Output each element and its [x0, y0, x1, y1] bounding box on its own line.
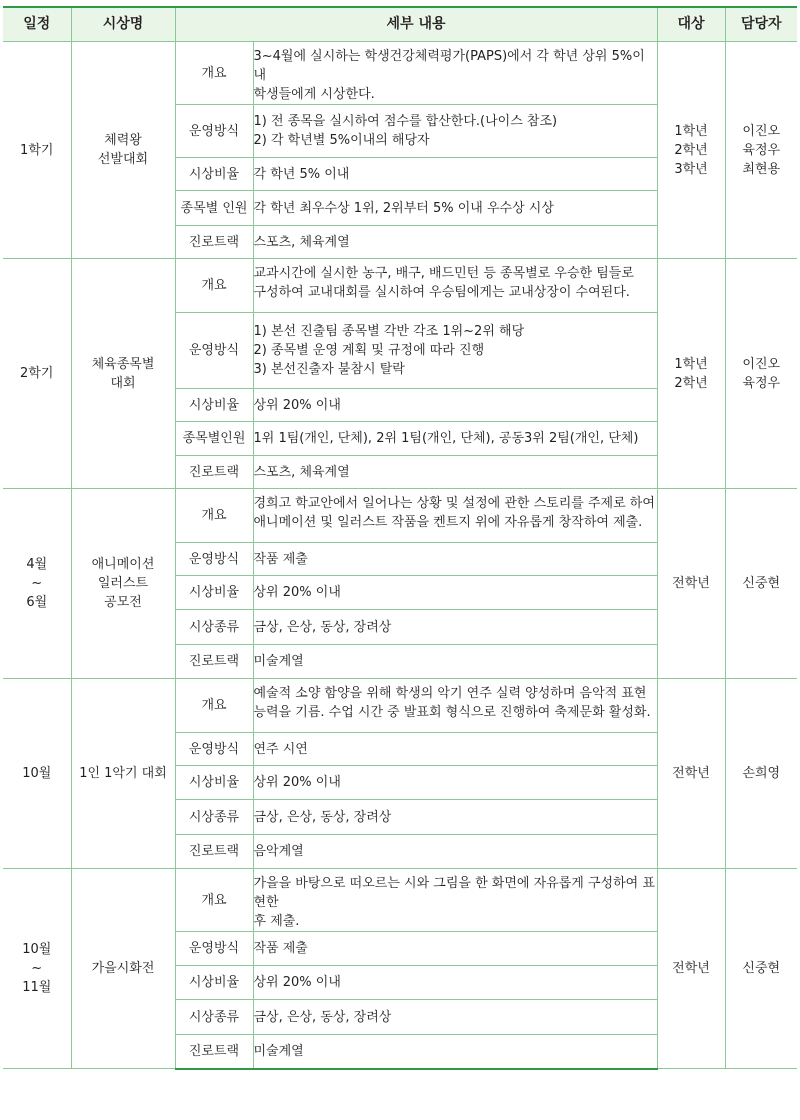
detail-value [253, 766, 657, 800]
detail-label: 종목별 인원 [175, 191, 253, 226]
detail-text-line: 가을을 바탕으로 떠오르는 시와 그림을 한 화면에 자유롭게 구성하여 표현한 [253, 876, 655, 910]
detail-value [253, 645, 657, 679]
detail-text-line: 음악계열 [253, 844, 304, 859]
target-text: 1학년 [674, 356, 708, 372]
detail-label: 운영방식 [175, 105, 253, 158]
detail-text-line: 작품 제출 [253, 941, 308, 956]
detail-value [253, 191, 657, 226]
detail-label: 진로트랙 [175, 226, 253, 259]
manager-cell [725, 489, 797, 679]
detail-value [253, 259, 657, 313]
detail-text-line: 각 학년 5% 이내 [253, 166, 350, 182]
schedule-cell [3, 489, 71, 679]
schedule-text: 10월 [22, 766, 52, 781]
manager-cell [725, 869, 797, 1069]
table-row [3, 259, 797, 313]
award-name-text: 체력왕 [104, 133, 142, 148]
manager-text: 이진오 [742, 123, 781, 139]
detail-label: 시상종류 [175, 1000, 253, 1035]
schedule-cell [3, 42, 71, 259]
detail-value [253, 42, 657, 105]
detail-value [253, 489, 657, 543]
detail-value [253, 835, 657, 869]
header-schedule: 일정 [3, 7, 71, 42]
detail-label: 시상비율 [175, 158, 253, 191]
target-text: 2학년 [674, 142, 708, 158]
detail-text-line: 스포츠, 체육계열 [253, 464, 350, 480]
target-cell [657, 42, 725, 259]
detail-label: 운영방식 [175, 932, 253, 966]
detail-value [253, 226, 657, 259]
schedule-cell [3, 259, 71, 489]
award-name-text: 체육종목별 [91, 356, 155, 372]
detail-value [253, 313, 657, 389]
detail-label: 종목별인원 [175, 422, 253, 456]
detail-value [253, 389, 657, 422]
detail-text-line: 2) 각 학년별 5%이내의 해당자 [253, 133, 430, 148]
schedule-text: ~ [31, 961, 43, 976]
detail-text-line: 작품 제출 [253, 551, 308, 567]
schedule-cell [3, 679, 71, 869]
detail-text-line: 상위 20% 이내 [253, 975, 341, 990]
detail-value [253, 733, 657, 766]
detail-text-line: 능력을 기름. 수업 시간 중 발표회 형식으로 진행하여 축제문화 활성화. [253, 705, 651, 720]
award-name-cell [71, 869, 175, 1069]
detail-text-line: 후 제출. [253, 914, 300, 929]
target-text: 전학년 [672, 961, 710, 976]
detail-text-line: 학생들에게 시상한다. [253, 87, 375, 102]
target-cell [657, 679, 725, 869]
detail-value [253, 800, 657, 835]
detail-value [253, 1000, 657, 1035]
award-name-text: 가을시화전 [91, 961, 155, 976]
manager-cell [725, 259, 797, 489]
detail-text-line: 구성하여 교내대회를 실시하여 우승팀에게는 교내상장이 수여된다. [253, 285, 630, 300]
manager-text: 이진오 [742, 356, 781, 372]
header-details: 세부 내용 [175, 7, 657, 42]
target-text: 전학년 [672, 576, 710, 591]
detail-text-line: 미술계열 [253, 654, 304, 669]
detail-label: 운영방식 [175, 313, 253, 389]
manager-text: 최현용 [742, 161, 781, 177]
header-manager: 담당자 [725, 7, 797, 42]
detail-label: 시상종류 [175, 610, 253, 645]
detail-label: 운영방식 [175, 733, 253, 766]
detail-label: 시상비율 [175, 966, 253, 1000]
detail-value [253, 1035, 657, 1069]
schedule-text: 4월 [26, 557, 48, 572]
detail-text-line: 미술계열 [253, 1043, 304, 1059]
award-schedule-table [3, 6, 797, 1070]
manager-text: 육정우 [742, 375, 781, 391]
detail-text-line: 상위 20% 이내 [253, 585, 341, 600]
detail-text-line: 교과시간에 실시한 농구, 배구, 배드민턴 등 종목별로 우승한 팀들로 [253, 266, 634, 281]
detail-value [253, 576, 657, 610]
detail-value [253, 610, 657, 645]
table-header-row [3, 7, 797, 42]
table-row [3, 679, 797, 733]
detail-label: 시상종류 [175, 800, 253, 835]
detail-text-line: 연주 시연 [253, 741, 308, 757]
detail-label: 진로트랙 [175, 835, 253, 869]
manager-text: 신중현 [742, 961, 781, 976]
detail-text-line: 3) 본선진출자 불참시 탈락 [253, 362, 405, 377]
manager-cell [725, 679, 797, 869]
detail-label: 개요 [175, 489, 253, 543]
detail-label: 개요 [175, 869, 253, 932]
manager-text: 손희영 [742, 766, 781, 781]
detail-label: 개요 [175, 42, 253, 105]
detail-label: 시상비율 [175, 766, 253, 800]
schedule-text: 11월 [22, 980, 52, 995]
schedule-cell [3, 869, 71, 1069]
schedule-text: 1학기 [20, 142, 54, 158]
manager-text: 육정우 [742, 142, 781, 158]
target-text: 3학년 [674, 161, 708, 177]
detail-value [253, 679, 657, 733]
detail-text-line: 예술적 소양 함양을 위해 학생의 악기 연주 실력 양성하며 음악적 표현 [253, 686, 647, 701]
detail-label: 개요 [175, 679, 253, 733]
award-name-cell [71, 259, 175, 489]
detail-text-line: 1위 1팀(개인, 단체), 2위 1팀(개인, 단체), 공동3위 2팀(개인, 단체) [253, 431, 639, 446]
table-row [3, 489, 797, 543]
detail-text-line: 경희고 학교안에서 일어나는 상황 및 설정에 관한 스토리를 주제로 하여 [253, 496, 655, 511]
detail-value [253, 869, 657, 932]
manager-cell [725, 42, 797, 259]
detail-label: 진로트랙 [175, 1035, 253, 1069]
target-text: 1학년 [674, 123, 708, 139]
detail-text-line: 1) 전 종목을 실시하여 점수를 합산한다.(나이스 참조) [253, 114, 558, 129]
detail-text-line: 스포츠, 체육계열 [253, 234, 350, 250]
detail-label: 개요 [175, 259, 253, 313]
schedule-text: 2학기 [20, 366, 54, 381]
schedule-text: ~ [31, 576, 43, 591]
award-name-cell [71, 42, 175, 259]
header-target: 대상 [657, 7, 725, 42]
detail-value [253, 966, 657, 1000]
award-name-cell [71, 489, 175, 679]
target-cell [657, 489, 725, 679]
award-name-text: 1인 1악기 대회 [79, 766, 167, 781]
detail-text-line: 각 학년 최우수상 1위, 2위부터 5% 이내 우수상 시상 [253, 200, 554, 216]
target-text: 전학년 [672, 766, 710, 781]
table-row [3, 869, 797, 932]
header-award-name: 시상명 [71, 7, 175, 42]
award-name-text: 공모전 [104, 595, 142, 610]
manager-text: 신중현 [742, 576, 781, 591]
target-cell [657, 869, 725, 1069]
detail-text-line: 금상, 은상, 동상, 장려상 [253, 1009, 392, 1025]
detail-text-line: 2) 종목별 운영 계획 및 규정에 따라 진행 [253, 343, 485, 358]
detail-label: 시상비율 [175, 576, 253, 610]
detail-label: 운영방식 [175, 543, 253, 576]
detail-value [253, 422, 657, 456]
detail-value [253, 105, 657, 158]
table-row [3, 42, 797, 105]
target-text: 2학년 [674, 375, 708, 391]
detail-text-line: 1) 본선 진출팀 종목별 각반 각조 1위~2위 해당 [253, 324, 525, 339]
detail-text-line: 상위 20% 이내 [253, 397, 341, 413]
schedule-text: 10월 [22, 942, 52, 957]
award-name-text: 일러스트 [97, 576, 149, 591]
schedule-text: 6월 [26, 595, 48, 610]
award-name-text: 선발대회 [97, 152, 149, 167]
target-cell [657, 259, 725, 489]
award-name-text: 애니메이션 [91, 557, 155, 572]
award-name-cell [71, 679, 175, 869]
detail-label: 시상비율 [175, 389, 253, 422]
award-name-text: 대회 [110, 375, 136, 391]
detail-text-line: 3~4월에 실시하는 학생건강체력평가(PAPS)에서 각 학년 상위 5%이내 [253, 49, 645, 83]
detail-text-line: 금상, 은상, 동상, 장려상 [253, 619, 392, 635]
detail-text-line: 상위 20% 이내 [253, 775, 341, 790]
detail-label: 진로트랙 [175, 645, 253, 679]
detail-text-line: 애니메이션 및 일러스트 작품을 켄트지 위에 자유롭게 창작하여 제출. [253, 515, 643, 530]
detail-label: 진로트랙 [175, 456, 253, 489]
detail-text-line: 금상, 은상, 동상, 장려상 [253, 809, 392, 825]
detail-value [253, 543, 657, 576]
detail-value [253, 456, 657, 489]
detail-value [253, 932, 657, 966]
detail-value [253, 158, 657, 191]
